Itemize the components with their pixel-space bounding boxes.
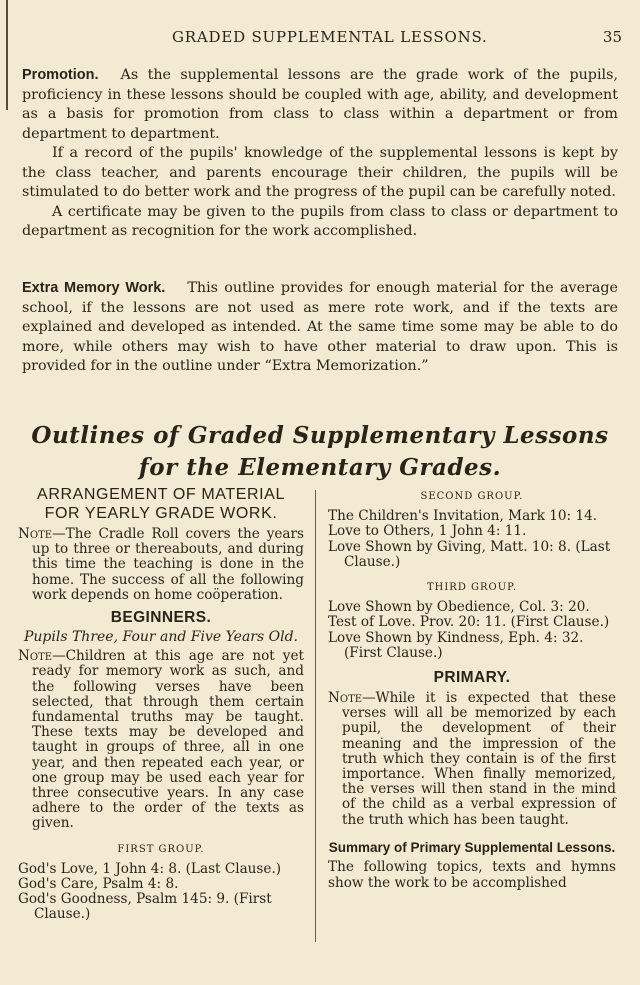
- third-group-item: Test of Love. Prov. 20: 11. (First Clause.): [328, 614, 610, 631]
- running-head: GRADED SUPPLEMENTAL LESSONS.: [172, 28, 488, 46]
- summary-heading: Summary of Primary Supplemental Lessons.: [328, 839, 616, 855]
- left-column: [18, 485, 304, 923]
- note-label: Note: [328, 690, 363, 707]
- cradle-roll-note: [18, 527, 304, 603]
- third-group-heading: THIRD GROUP.: [426, 582, 518, 594]
- second-group-item: Love to Others, 1 John 4: 11.: [328, 523, 527, 540]
- third-group-item: Love Shown by Obedience, Col. 3: 20.: [328, 599, 590, 616]
- beginners-note: [18, 649, 304, 831]
- extra-memory-section: [22, 279, 618, 377]
- first-group-item: God's Goodness, Psalm 145: 9. (First Clause.): [18, 891, 272, 923]
- beginners-ages: Pupils Three, Four and Five Years Old.: [23, 629, 298, 646]
- second-group-heading: SECOND GROUP.: [420, 491, 524, 502]
- first-group-item: God's Love, 1 John 4: 8. (Last Clause.): [18, 860, 282, 877]
- primary-heading: PRIMARY.: [433, 669, 511, 687]
- beginners-note-text: —Children at this age are not yet ready for memory work as such, and the following verses have been selected, that through them certain fundamental truths may be taught. These texts may be developed and taught in groups of three, all in one year, and then repeated each year, or one group may be used each year for three consecutive years. In any case adhere to the order of the texts as given.: [32, 648, 304, 832]
- cradle-roll-text: —The Cradle Roll covers the years up to three or thereabouts, and during this time the teaching is done in the home. The success of all the following work depends on home coöperation.: [32, 526, 304, 603]
- promotion-lead: Promotion.: [22, 67, 99, 83]
- page-number: 35: [602, 28, 622, 46]
- extra-paragraph: [22, 279, 618, 377]
- promotion-paragraph-1: [22, 66, 618, 144]
- extra-lead: Extra Memory Work.: [22, 280, 166, 296]
- outline-title: Outlines of Graded Supplementary Lessons for the Elementary Grades.: [31, 422, 609, 481]
- column-divider: [315, 490, 316, 942]
- promotion-paragraph-2: If a record of the pupils' knowledge of the supplemental lessons is kept by the class teacher, and parents encourage their children, the pupils will be stimulated to do better work and the progress of the pupil can be carefully noted.: [22, 145, 618, 200]
- first-group-heading: FIRST GROUP.: [117, 843, 205, 855]
- page-edge-line: [6, 0, 8, 110]
- extra-text: This outline provides for enough material for the average school, if the lessons are not used as mere rote work, and if the texts are explained and developed as intended. At the same time some may be able to do more, while others may wish to have other material to draw upon. This is provided for in the outline under “Extra Memorization.”: [22, 280, 619, 374]
- right-column: [328, 489, 616, 891]
- promotion-paragraph-3: A certificate may be given to the pupils from class to class or department to department as recognition for the work accomplished.: [22, 203, 618, 239]
- arrangement-heading: ARRANGEMENT OF MATERIAL FOR YEARLY GRADE WORK.: [37, 486, 285, 522]
- primary-note: [328, 691, 616, 828]
- promotion-text-1: As the supplemental lessons are the grade work of the pupils, proficiency in these lessons should be coupled with age, ability, and development as a basis for promotion from class to class within a department or from department to department.: [22, 67, 618, 142]
- second-group-item: The Children's Invitation, Mark 10: 14.: [328, 508, 598, 525]
- promotion-section: [22, 66, 618, 242]
- first-group-item: God's Care, Psalm 4: 8.: [18, 876, 179, 893]
- third-group-item: Love Shown by Kindness, Eph. 4: 32. (First Clause.): [328, 629, 584, 661]
- note-label: Note: [18, 526, 53, 542]
- beginners-heading: BEGINNERS.: [110, 609, 212, 627]
- primary-note-text: —While it is expected that these verses will all be memorized by each pupil, the development of their meaning and the impression of the truth which they contain is of the first importance. When finally memorized, the verses will then stand in the mind of the child as a verbal expression of the truth which has been taught.: [342, 690, 616, 828]
- second-group-item: Love Shown by Giving, Matt. 10: 8. (Last Clause.): [328, 538, 611, 570]
- note-label: Note: [18, 648, 53, 665]
- summary-text: The following topics, texts and hymns show the work to be accomplished: [328, 858, 616, 891]
